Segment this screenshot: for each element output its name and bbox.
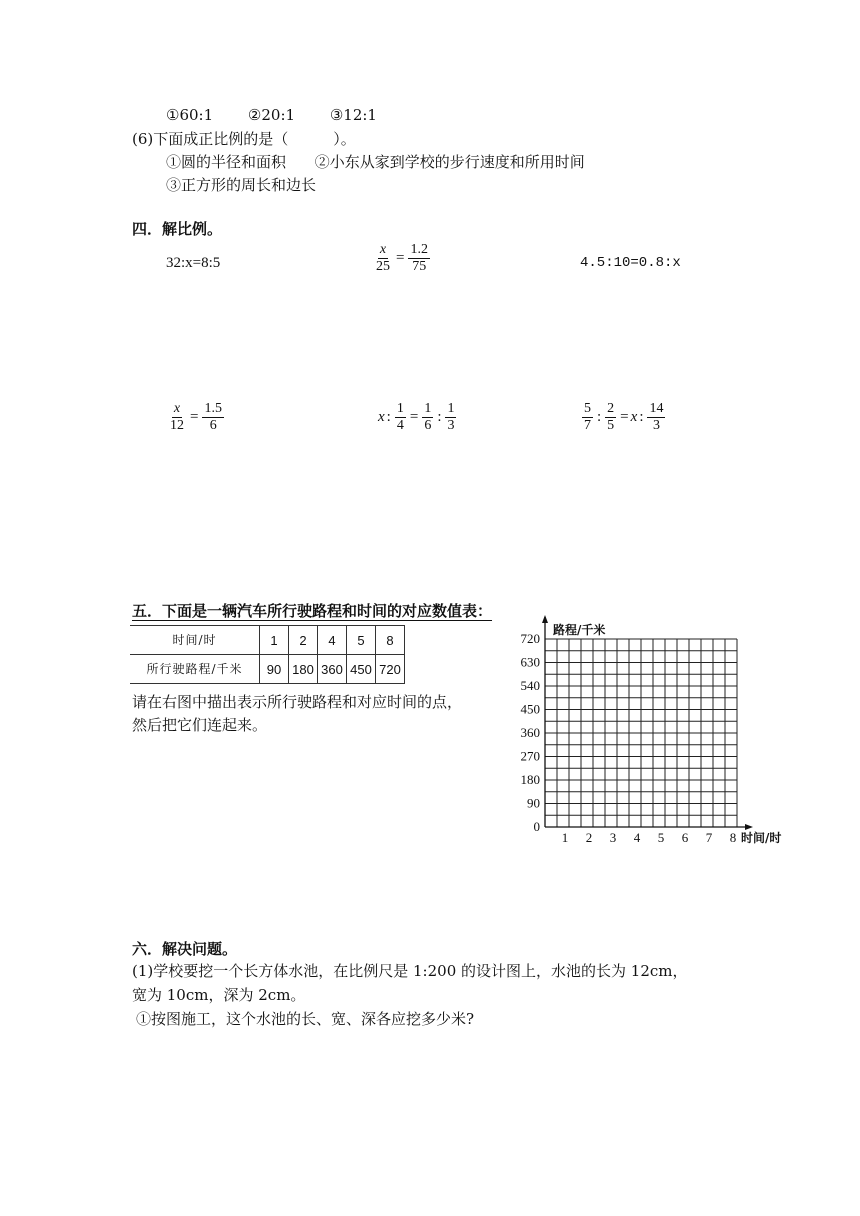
q5-option-1: ①60:1 [166,106,214,124]
y-tick-label: 180 [520,772,540,787]
y-tick-label: 270 [520,748,540,764]
equation-6 [580,401,667,434]
eq6-f1-num: 5 [582,401,593,418]
eq2-equals: = [396,250,405,267]
x-tick-label: 5 [657,830,665,845]
eq4-equals: = [190,409,199,426]
q6-option-2: ②小东从家到学校的步行速度和所用时间 [314,153,585,171]
eq4-rhs-num: 1.5 [202,401,224,418]
x-axis-label: 时间/时 [741,831,782,845]
table-cell: 2 [289,626,318,655]
eq5-colon: : [386,409,391,426]
table-cell: 360 [318,655,347,684]
q6-option-1: ①圆的半径和面积 [166,153,287,171]
table-cell: 90 [260,655,289,684]
eq2-lhs-den: 25 [376,259,390,275]
table-cell: 1 [260,626,289,655]
table-cell: 180 [289,655,318,684]
equation-2 [372,242,432,275]
x-tick-label: 1 [561,830,569,845]
section5-instruction-1: 请在右图中描出表示所行驶路程和对应时间的点， [132,693,463,711]
grid-chart [515,615,800,850]
y-tick-label: 630 [520,654,540,670]
x-tick-label: 4 [633,830,641,845]
section5-instruction-2: 然后把它们连起来。 [132,716,268,734]
section6-q1-line2: 宽为 10cm，深为 2cm。 [132,986,306,1004]
eq5-equals: = [409,409,419,426]
eq4-lhs-num: x [172,401,182,418]
table-row [130,655,405,684]
y-axis-label: 路程/千米 [553,623,606,637]
q5-options [166,108,377,123]
x-tick-label: 3 [609,830,617,845]
eq5-f1-den: 4 [396,418,404,434]
eq5-colon-2: : [437,409,442,426]
equation-4 [166,401,226,434]
eq6-equals: = [620,409,629,426]
eq5-f2-num: 1 [422,401,433,418]
eq5-f3-num: 1 [445,401,456,418]
eq2-lhs-num: x [378,242,388,259]
section5-title: 五．下面是一辆汽车所行驶路程和时间的对应数值表： [132,602,493,620]
eq4-lhs-den: 12 [170,418,184,434]
eq6-f1-den: 7 [584,418,591,434]
q6-prompt: (6)下面成正比例的是（ ）。 [132,130,356,148]
equation-5 [378,401,458,434]
table-row [130,626,405,655]
eq6-colon-2: : [639,409,644,426]
eq5-f1-num: 1 [395,401,406,418]
data-table-wrap [130,625,405,684]
equation-3: 4.5:10=0.8:x [580,255,681,271]
x-tick-label: 6 [681,830,689,845]
eq6-f2-num: 2 [605,401,616,418]
x-tick-label: 2 [585,830,593,845]
y-tick-label: 0 [533,819,540,834]
eq6-f3-den: 3 [652,418,660,434]
table-cell: 8 [376,626,405,655]
eq2-rhs-num: 1.2 [408,242,430,259]
x-tick-label: 7 [705,830,713,845]
table-cell: 4 [318,626,347,655]
x-tick-label: 8 [729,830,737,845]
eq6-x: x [630,409,638,426]
eq5-x: x [378,409,385,426]
y-tick-label: 540 [520,678,540,693]
y-tick-label: 360 [520,725,540,740]
q5-option-2: ②20:1 [247,106,296,124]
y-tick-label: 720 [520,631,540,646]
table-cell: 5 [347,626,376,655]
data-table [130,625,405,684]
eq2-rhs-den: 75 [412,259,427,275]
y-tick-label: 450 [520,701,540,717]
section6-title: 六．解决问题。 [132,940,238,958]
y-axis-arrow-icon [542,615,548,623]
q6-option-3: ③正方形的周长和边长 [166,176,317,194]
eq5-f3-den: 3 [447,418,455,434]
section6-q1-sub1: ①按图施工，这个水池的长、宽、深各应挖多少米? [136,1010,475,1028]
table-row1-label: 时间/时 [130,626,260,655]
eq6-f2-den: 5 [607,418,615,434]
q5-option-3: ③12:1 [329,106,377,124]
section4-title: 四．解比例。 [132,220,223,238]
eq5-f2-den: 6 [424,418,432,434]
table-cell: 450 [347,655,376,684]
y-tick-label: 90 [527,795,540,811]
table-cell: 720 [376,655,405,684]
eq6-colon: : [597,409,602,426]
x-axis-arrow-icon [745,824,753,830]
eq6-f3-num: 14 [647,401,665,418]
equation-1: 32:x=8:5 [166,255,221,271]
q6-options-row [166,155,585,170]
table-row2-label: 所行驶路程/千米 [130,655,260,684]
eq4-rhs-den: 6 [209,418,217,434]
section6-q1-line1: (1)学校要挖一个长方体水池，在比例尺是 1:200 的设计图上，水池的长为 12cm， [132,962,688,980]
